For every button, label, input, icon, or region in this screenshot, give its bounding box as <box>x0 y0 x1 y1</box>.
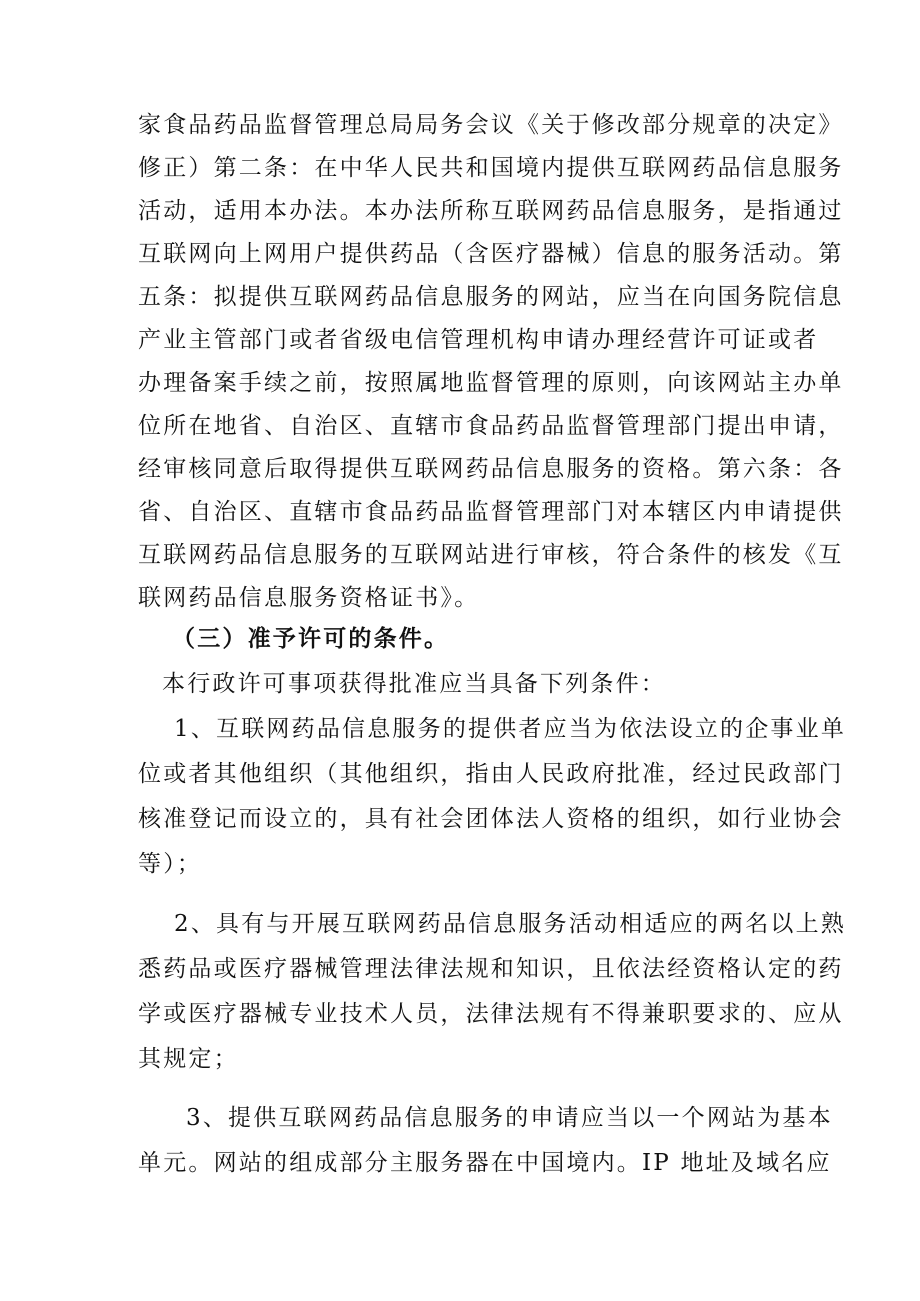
item1-line: 等）； <box>138 851 203 877</box>
item1-line: 核准登记而设立的，具有社会团体法人资格的组织，如行业协会 <box>138 806 844 832</box>
item3-line: 单元。网站的组成部分主服务器在中国境内。IP 地址及域名应 <box>138 1150 832 1176</box>
section-heading: （三）准予许可的条件。 <box>172 625 450 652</box>
body-text-line: 产业主管部门或者省级电信管理机构申请办理经营许可证或者 <box>138 327 819 353</box>
body-text-line: 修正）第二条：在中华人民共和国境内提供互联网药品信息服务 <box>138 155 844 181</box>
item3-line: 3、提供互联网药品信息服务的申请应当以一个网站为基本 <box>186 1105 833 1131</box>
item1-line: 1、互联网药品信息服务的提供者应当为依法设立的企事业单 <box>174 716 847 742</box>
item1-line: 位或者其他组织（其他组织，指由人民政府批准，经过民政部门 <box>138 761 844 787</box>
body-text-line: 互联网向上网用户提供药品（含医疗器械）信息的服务活动。第 <box>138 241 844 267</box>
item2-line: 2、具有与开展互联网药品信息服务活动相适应的两名以上熟 <box>174 911 847 937</box>
body-text-line: 联网药品信息服务资格证书》。 <box>138 585 480 611</box>
item2-line: 其规定； <box>138 1046 239 1072</box>
body-text-line: 经审核同意后取得提供互联网药品信息服务的资格。第六条：各 <box>138 456 844 482</box>
item2-line: 悉药品或医疗器械管理法律法规和知识，且依法经资格认定的药 <box>138 956 844 982</box>
body-text-line: 活动，适用本办法。本办法所称互联网药品信息服务，是指通过 <box>138 198 844 224</box>
body-text-line: 省、自治区、直辖市食品药品监督管理部门对本辖区内申请提供 <box>138 499 844 525</box>
body-text-line: 位所在地省、自治区、直辖市食品药品监督管理部门提出申请， <box>138 413 844 439</box>
body-text-line: 互联网药品信息服务的互联网站进行审核，符合条件的核发《互 <box>138 542 844 568</box>
item2-line: 学或医疗器械专业技术人员，法律法规有不得兼职要求的、应从 <box>138 1001 844 1027</box>
intro-text: 本行政许可事项获得批准应当具备下列条件： <box>162 671 666 697</box>
body-text-line: 办理备案手续之前，按照属地监督管理的原则，向该网站主办单 <box>138 370 844 396</box>
body-text-line: 家食品药品监督管理总局局务会议《关于修改部分规章的决定》 <box>138 112 844 138</box>
body-text-line: 五条：拟提供互联网药品信息服务的网站，应当在向国务院信息 <box>138 284 844 310</box>
